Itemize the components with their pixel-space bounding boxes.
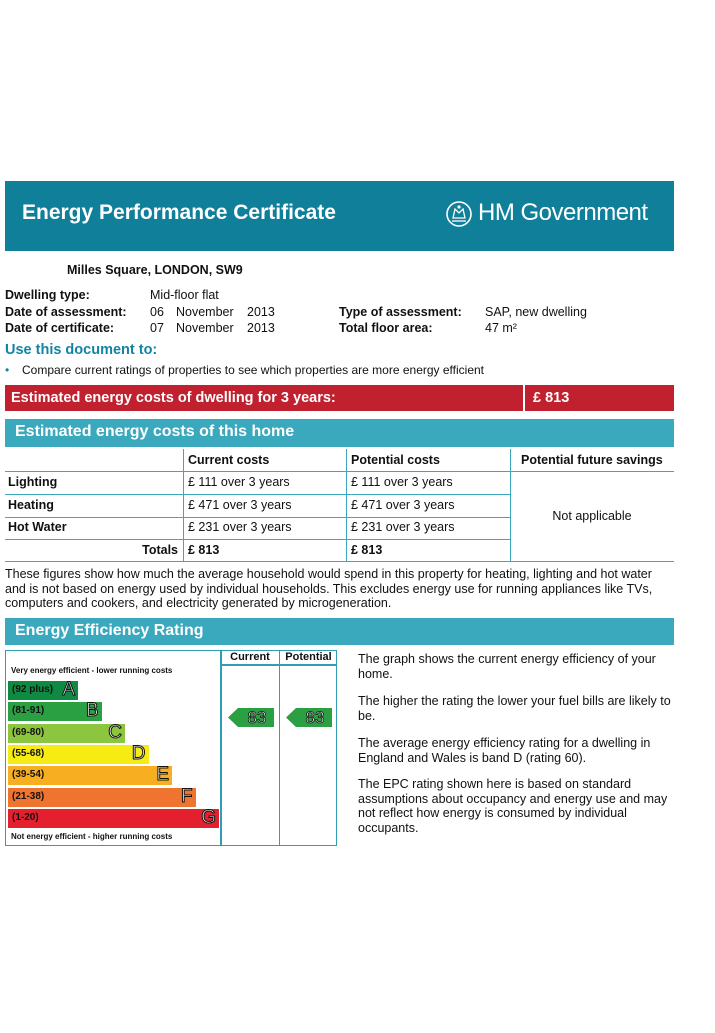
col-potential-costs: Potential costs	[351, 453, 440, 467]
rating-description-4: The EPC rating shown here is based on standard assumptions about occupancy and energy use and may not reflect how energy is consumed by individual occupants.	[358, 777, 668, 835]
band-letter: G	[201, 806, 216, 828]
rating-band-d	[8, 742, 149, 764]
certificate-date-label: Date of certificate:	[5, 321, 115, 335]
current-rating-value: 83	[247, 708, 267, 727]
row-lighting-potential: £ 111 over 3 years	[351, 475, 453, 489]
rating-band-f	[8, 785, 196, 807]
band-range: (1-20)	[12, 811, 39, 823]
floor-area-value: 47 m²	[485, 321, 517, 335]
savings-value: Not applicable	[552, 509, 632, 523]
chart-col-potential: Potential	[285, 651, 332, 663]
band-letter: E	[156, 764, 169, 786]
col-potential-savings: Potential future savings	[521, 453, 663, 467]
rating-description-2: The higher the rating the lower your fuel bills are likely to be.	[358, 694, 671, 723]
row-lighting-current: £ 111 over 3 years	[188, 475, 290, 489]
chart-top-note: Very energy efficient - lower running costs	[11, 666, 173, 675]
rating-band-g	[8, 806, 219, 828]
hm-government-logo-text: HM Government	[478, 199, 648, 226]
certificate-year: 2013	[247, 321, 275, 335]
property-address: Milles Square, LONDON, SW9	[67, 263, 243, 277]
rating-band-c	[8, 721, 125, 743]
chart-separator	[279, 650, 281, 846]
total-cost-value: £ 813	[533, 390, 570, 406]
band-range: (92 plus)	[12, 684, 54, 695]
rating-band-e	[8, 766, 172, 785]
certificate-month: November	[176, 321, 234, 335]
band-letter: A	[62, 679, 75, 700]
use-document-heading: Use this document to:	[5, 342, 158, 358]
band-range: (21-38)	[12, 790, 45, 802]
assessment-day: 06	[150, 305, 164, 319]
chart-bottom-note: Not energy efficient - higher running costs	[11, 832, 173, 841]
assessment-month: November	[176, 305, 234, 319]
row-hot-water-label: Hot Water	[8, 520, 67, 534]
chart-col-current: Current	[230, 651, 270, 663]
band-letter: B	[85, 700, 99, 722]
assessment-year: 2013	[247, 305, 275, 319]
assessment-date-label: Date of assessment:	[5, 305, 127, 319]
band-letter: D	[131, 742, 146, 764]
row-heating-potential: £ 471 over 3 years	[351, 498, 455, 512]
assessment-type-value: SAP, new dwelling	[485, 305, 587, 319]
royal-crest-icon	[444, 200, 474, 228]
col-current-costs: Current costs	[188, 453, 270, 467]
costs-heading: Estimated energy costs of this home	[15, 423, 295, 440]
rating-description-1: The graph shows the current energy efficiency of your home.	[358, 652, 656, 681]
totals-current: £ 813	[188, 543, 220, 557]
row-lighting-label: Lighting	[8, 475, 58, 489]
rating-band-b	[8, 702, 102, 721]
figures-note: These figures show how much the average household would spend in this property for heating, lighting and hot water and is not based on energy used by individual households. This excludes energy use for running appliances like TVs, computers and cookers, and electricity generated by microgeneration.	[5, 567, 653, 610]
totals-potential: £ 813	[351, 543, 383, 557]
floor-area-label: Total floor area:	[339, 321, 433, 335]
certificate-day: 07	[150, 321, 164, 335]
rating-heading: Energy Efficiency Rating	[15, 622, 204, 639]
band-range: (69-80)	[12, 726, 45, 738]
potential-rating-value: 83	[305, 708, 325, 727]
row-hot-water-current: £ 231 over 3 years	[188, 520, 292, 534]
chart-header-line	[220, 664, 337, 666]
cost-bar-divider	[523, 385, 525, 411]
row-heating-label: Heating	[8, 498, 54, 512]
row-heating-current: £ 471 over 3 years	[188, 498, 292, 512]
rating-band-a	[8, 681, 78, 700]
certificate-title: Energy Performance Certificate	[22, 201, 336, 224]
total-cost-label: Estimated energy costs of dwelling for 3 years:	[11, 390, 336, 406]
band-range: (55-68)	[12, 747, 45, 759]
band-letter: C	[108, 721, 122, 743]
rating-description-3: The average energy efficiency rating for a dwelling in England and Wales is band D (rating 60).	[358, 736, 651, 765]
band-letter: F	[180, 785, 193, 807]
chart-separator	[220, 650, 222, 846]
bullet-icon: •	[5, 363, 10, 377]
dwelling-type-value: Mid-floor flat	[150, 288, 219, 302]
use-document-item: Compare current ratings of properties to see which properties are more energy efficient	[22, 363, 485, 377]
band-range: (39-54)	[12, 769, 45, 781]
totals-label: Totals	[142, 543, 178, 557]
band-range: (81-91)	[12, 705, 45, 717]
dwelling-type-label: Dwelling type:	[5, 288, 90, 302]
row-hot-water-potential: £ 231 over 3 years	[351, 520, 455, 534]
assessment-type-label: Type of assessment:	[339, 305, 462, 319]
